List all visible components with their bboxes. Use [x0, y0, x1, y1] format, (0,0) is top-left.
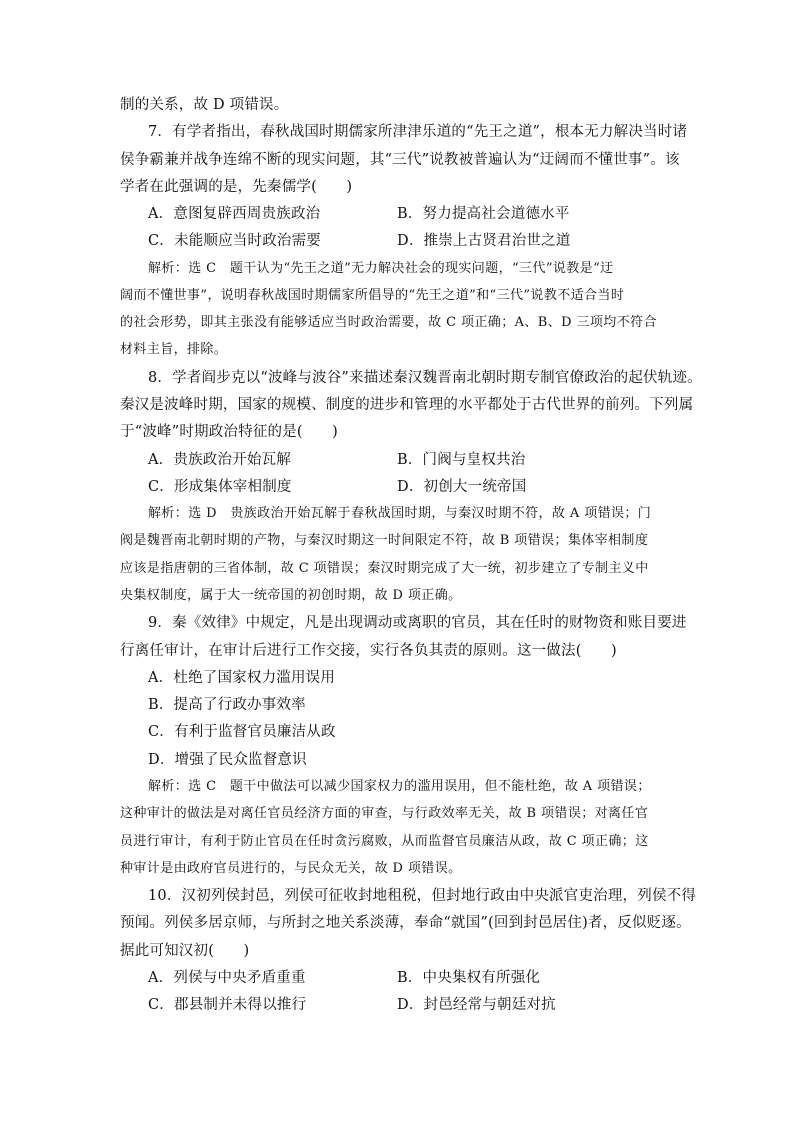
question-9-option-c: C．有利于监督官员廉洁从政 — [148, 724, 336, 740]
question-7-option-c: C．未能顺应当时政治需要 — [148, 233, 321, 249]
question-9-analysis: 解析：选 C 题干中做法可以减少国家权力的滥用误用，但不能杜绝，故 A 项错误； — [148, 779, 651, 794]
question-10-option-d: D．封邑经常与朝廷对抗 — [397, 997, 556, 1013]
question-7-stem: 学者在此强调的是，先秦儒学( ) — [120, 179, 353, 195]
question-7-option-a: A．意图复辟西周贵族政治 — [148, 206, 321, 222]
question-8-option-a: A．贵族政治开始瓦解 — [148, 452, 291, 468]
answer-text-line: 制的关系，故 D 项错误。 — [120, 97, 289, 113]
question-9-option-b: B．提高了行政办事效率 — [148, 697, 306, 713]
question-9-option-d: D．增强了民众监督意识 — [148, 752, 307, 768]
question-7-stem: 7．有学者指出，春秋战国时期儒家所津津乐道的“先王之道”，根本无力解决当时诸 — [148, 124, 688, 140]
question-8-analysis: 央集权制度，属于大一统帝国的初创时期，故 D 项正确。 — [120, 588, 462, 603]
question-7-analysis: 材料主旨，排除。 — [120, 342, 228, 357]
question-7-option-b: B．努力提高社会道德水平 — [397, 206, 570, 222]
question-7-analysis: 阔而不懂世事”，说明春秋战国时期儒家所倡导的“先王之道”和“三代”说教不适合当时 — [120, 288, 625, 303]
question-8-option-b: B．门阀与皇权共治 — [397, 452, 526, 468]
question-8-stem: 8．学者阎步克以“波峰与波谷”来描述秦汉魏晋南北朝时期专制官僚政治的起伏轨迹。 — [148, 370, 702, 386]
question-9-stem: 行离任审计，在审计后进行工作交接，实行各负其责的原则。这一做法( ) — [120, 643, 617, 659]
question-10-option-b: B．中央集权有所强化 — [397, 970, 541, 986]
question-9-stem: 9．秦《效律》中规定，凡是出现调动或离职的官员，其在任时的财物资和账目要进 — [148, 615, 687, 631]
question-7-analysis: 的社会形势，即其主张没有能够适应当时政治需要，故 C 项正确；A、B、D 三项均不符合 — [120, 315, 657, 330]
question-10-option-a: A．列侯与中央矛盾重重 — [148, 970, 306, 986]
question-7-analysis: 解析：选 C 题干认为“先王之道”无力解决社会的现实问题，“三代”说教是“迂 — [148, 261, 614, 276]
question-8-stem: 秦汉是波峰时期，国家的规模、制度的进步和管理的水平都处于古代世界的前列。下列属 — [120, 397, 694, 413]
question-10-stem: 据此可知汉初( ) — [120, 943, 250, 959]
question-9-analysis: 员进行审计，有利于防止官员在任时贪污腐败，从而监督官员廉洁从政，故 C 项正确；这 — [120, 834, 649, 849]
question-8-option-d: D．初创大一统帝国 — [397, 479, 527, 495]
question-9-analysis: 种审计是由政府官员进行的，与民众无关，故 D 项错误。 — [120, 861, 462, 876]
question-10-option-c: C．郡县制并未得以推行 — [148, 997, 307, 1013]
question-7-option-d: D．推崇上古贤君治世之道 — [397, 233, 571, 249]
question-8-option-c: C．形成集体宰相制度 — [148, 479, 292, 495]
question-7-stem: 侯争霸兼并战争连绵不断的现实问题，其“三代”说教被普遍认为“迂阔而不懂世事”。该 — [120, 152, 680, 168]
question-8-analysis: 阀是魏晋南北朝时期的产物，与秦汉时期这一时间限定不符，故 B 项错误；集体宰相制度 — [120, 533, 649, 548]
question-9-analysis: 这种审计的做法是对离任官员经济方面的审查，与行政效率无关，故 B 项错误；对离任官 — [120, 806, 649, 821]
question-10-stem: 10．汉初列侯封邑，列侯可征收封地租税，但封地行政由中央派官吏治理，列侯不得 — [148, 888, 697, 904]
question-8-analysis: 应该是指唐朝的三省体制，故 C 项错误；秦汉时期完成了大一统，初步建立了专制主义中 — [120, 561, 649, 576]
question-9-option-a: A．杜绝了国家权力滥用误用 — [148, 670, 336, 686]
question-10-stem: 预闻。列侯多居京师，与所封之地关系淡薄，奉命“就国”(回到封邑居住)者，反似贬逐。 — [120, 915, 691, 931]
question-8-stem: 于“波峰”时期政治特征的是( ) — [120, 424, 339, 440]
question-8-analysis: 解析：选 D 贵族政治开始瓦解于春秋战国时期，与秦汉时期不符，故 A 项错误；门 — [148, 506, 652, 521]
